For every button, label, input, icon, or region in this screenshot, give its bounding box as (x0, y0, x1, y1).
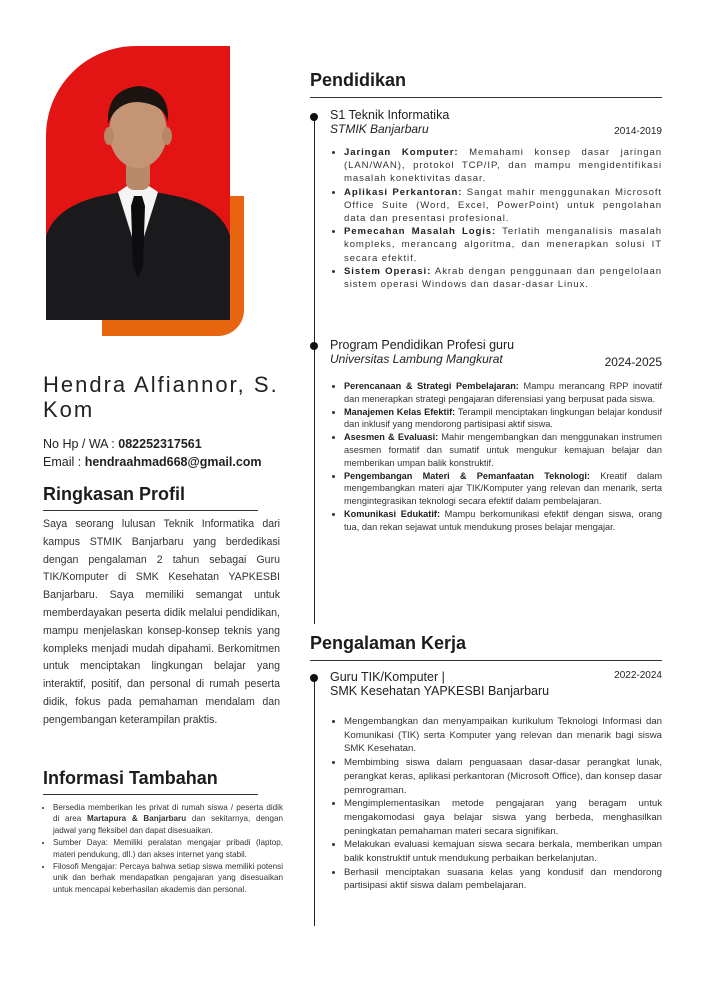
education-1-skills (332, 146, 662, 291)
skill-text: Kreatif dalam mengembangkan materi ajar TIK/Komputer yang relevan dan menarik, serta mengintegrasikan teknologi secara efektif dalam pembelajaran. (344, 470, 662, 507)
list-item (53, 802, 283, 836)
experience-title: Pengalaman Kerja (310, 633, 662, 661)
education-years: 2024-2025 (604, 355, 662, 369)
timeline-line (314, 676, 315, 926)
item-bold-text: Martapura & Banjarbaru (86, 814, 187, 824)
list-item (344, 470, 662, 508)
list-item (344, 431, 662, 469)
list-item (344, 186, 662, 226)
school-name: STMIK Banjarbaru (330, 122, 429, 136)
red-photo-background (46, 46, 230, 320)
item-text: Sumber Daya: Memiliki peralatan mengajar pribadi (laptop, materi pendukung, dll.) dan akses internet yang stabil. (53, 838, 283, 859)
skill-text: Akrab dengan penggunaan dan pengelolaan sistem operasi Windows dan dasar-dasar Linux. (344, 265, 662, 291)
school-name: Universitas Lambung Mangkurat (330, 352, 503, 366)
skill-key: Pemecahan Masalah Logis: (344, 226, 497, 238)
skill-text: Sangat mahir menggunakan Microsoft Office Suite (Word, Excel, PowerPoint) untuk pengolahan data dan presentasi profesional. (344, 186, 662, 225)
summary-text: Saya seorang lulusan Teknik Informatika dari kampus STMIK Banjarbaru yang berdedikasi dengan pengalaman 2 tahun sebagai Guru TIK/Komputer di SMK Kesehatan YAPKESBI Banjarbaru. Saya memiliki semangat untuk memberdayakan peserta didik melalui pendidikan, mampu menjelaskan konsep-konsep teknis yang kompleks menjadi mudah dipahami. Berkomitmen untuk menciptakan lingkungan belajar yang interaktif, positif, dan personal di rumah peserta didik, fokus pada pemahaman mendalam dan pengembangan keterampilan praktis. (43, 518, 280, 726)
list-item: • Mengimplementasikan metode pengajaran yang beragam untuk mengakomodasi gaya belajar siswa yang berbeda, menghasilkan peningkatan pemahaman materi secara signifikan. (344, 797, 662, 838)
timeline-line (314, 346, 315, 624)
skill-text: Memahami konsep dasar jaringan (LAN/WAN), protokol TCP/IP, dan mampu mengidentifikasi masalah konektivitas dasar. (344, 147, 662, 185)
experience-duties (332, 715, 662, 893)
experience-years: 2022-2024 (614, 670, 662, 681)
list-item (344, 146, 662, 186)
skill-key: Pengembangan Materi & Pemanfaatan Teknologi: (344, 470, 590, 481)
skill-text: Terampil menciptakan lingkungan belajar kondusif dan inklusif yang mendorong partisipasi aktif siswa. (344, 406, 662, 430)
list-item: • Mengembangkan dan menyampaikan kurikulum Teknologi Informasi dan Komunikasi (TIK) serta Komputer yang relevan dan menarik bagi siswa SMK Kesehatan. (344, 715, 662, 756)
list-item (53, 861, 283, 895)
contact-info (43, 435, 303, 471)
additional-info-title: Informasi Tambahan (43, 768, 258, 795)
skill-key: Komunikasi Edukatif: (344, 508, 441, 519)
skill-text: Mahir mengembangkan dan menggunakan instrumen asesmen formatif dan sumatif untuk mengukur kemajuan belajar dan memberikan umpan balik konstruktif. (344, 432, 662, 468)
list-item: • Berhasil menciptakan suasana kelas yang kondusif dan mendorong partisipasi aktif siswa dalam pembelajaran. (344, 866, 662, 893)
skill-key: Jaringan Komputer: (344, 147, 459, 158)
phone-line (43, 435, 303, 453)
job-role: Guru TIK/Komputer | (330, 670, 445, 684)
list-item (344, 380, 662, 406)
list-item: • Melakukan evaluasi kemajuan siswa secara berkala, memberikan umpan balik konstruktif untuk mendukung perbaikan berkelanjutan. (344, 838, 662, 865)
item-text: dan sekitarnya, dengan jadwal yang fleksibel dan dapat disesuaikan. (53, 814, 283, 835)
phone-number: 082252317561 (118, 437, 202, 451)
phone-label: No Hp / WA : (43, 437, 119, 451)
additional-info-list (43, 802, 283, 896)
skill-key: Manajemen Kelas Efektif: (344, 406, 456, 417)
candidate-name: Hendra Alfiannor, S. Kom (43, 372, 279, 422)
timeline-dot (310, 342, 318, 350)
education-entry-1 (330, 108, 662, 136)
list-item (344, 406, 662, 432)
profile-photo-block (46, 46, 246, 336)
email-label: Email : (43, 455, 85, 469)
list-item (344, 508, 662, 534)
company-name: SMK Kesehatan YAPKESBI Banjarbaru (330, 684, 550, 698)
list-item (344, 265, 662, 291)
education-2-skills (332, 380, 662, 534)
skill-key: Sistem Operasi: (344, 265, 432, 277)
summary-title: Ringkasan Profil (43, 484, 258, 511)
education-entry-2 (330, 338, 662, 369)
list-item (53, 837, 283, 860)
degree-title: Program Pendidikan Profesi guru (330, 338, 515, 352)
education-years: 2014-2019 (614, 126, 662, 137)
timeline-line (314, 115, 315, 350)
list-item (344, 225, 662, 265)
skill-text: Terlatih menganalisis masalah kompleks, merancang algoritma, dan menerapkan solusi IT secara efektif. (344, 226, 662, 264)
degree-title: S1 Teknik Informatika (330, 108, 450, 122)
skill-key: Aplikasi Perkantoran: (344, 186, 463, 198)
item-text: Bersedia memberikan les privat di rumah siswa / peserta didik di area (53, 803, 283, 824)
email-line (43, 453, 303, 471)
list-item: • Membimbing siswa dalam penguasaan dasar-dasar perangkat lunak, perangkat keras, aplikasi perkantoran (Microsoft Office), dan konsep dasar pemrograman. (344, 756, 662, 797)
profile-photo (46, 46, 230, 320)
timeline-dot (310, 674, 318, 682)
item-text: Filosofi Mengajar: Percaya bahwa setiap siswa memiliki potensi unik dan berhak mendapatkan pengajaran yang disesuaikan untuk mencapai keberhasilan akademis dan personal. (53, 862, 283, 894)
experience-entry (330, 670, 662, 698)
skill-key: Perencanaan & Strategi Pembelajaran: (344, 381, 519, 391)
timeline-dot (310, 113, 318, 121)
skill-text: Mampu merancang RPP inovatif dan menerapkan strategi pengajaran diferensiasi yang berpusat pada siswa. (344, 381, 662, 404)
email-address: hendraahmad668@gmail.com (84, 455, 262, 469)
education-title: Pendidikan (310, 70, 662, 98)
skill-key: Asesmen & Evaluasi: (344, 432, 439, 443)
skill-text: Mampu berkomunikasi efektif dengan siswa, orang tua, dan rekan sejawat untuk mendukung proses belajar mengajar. (344, 508, 662, 532)
